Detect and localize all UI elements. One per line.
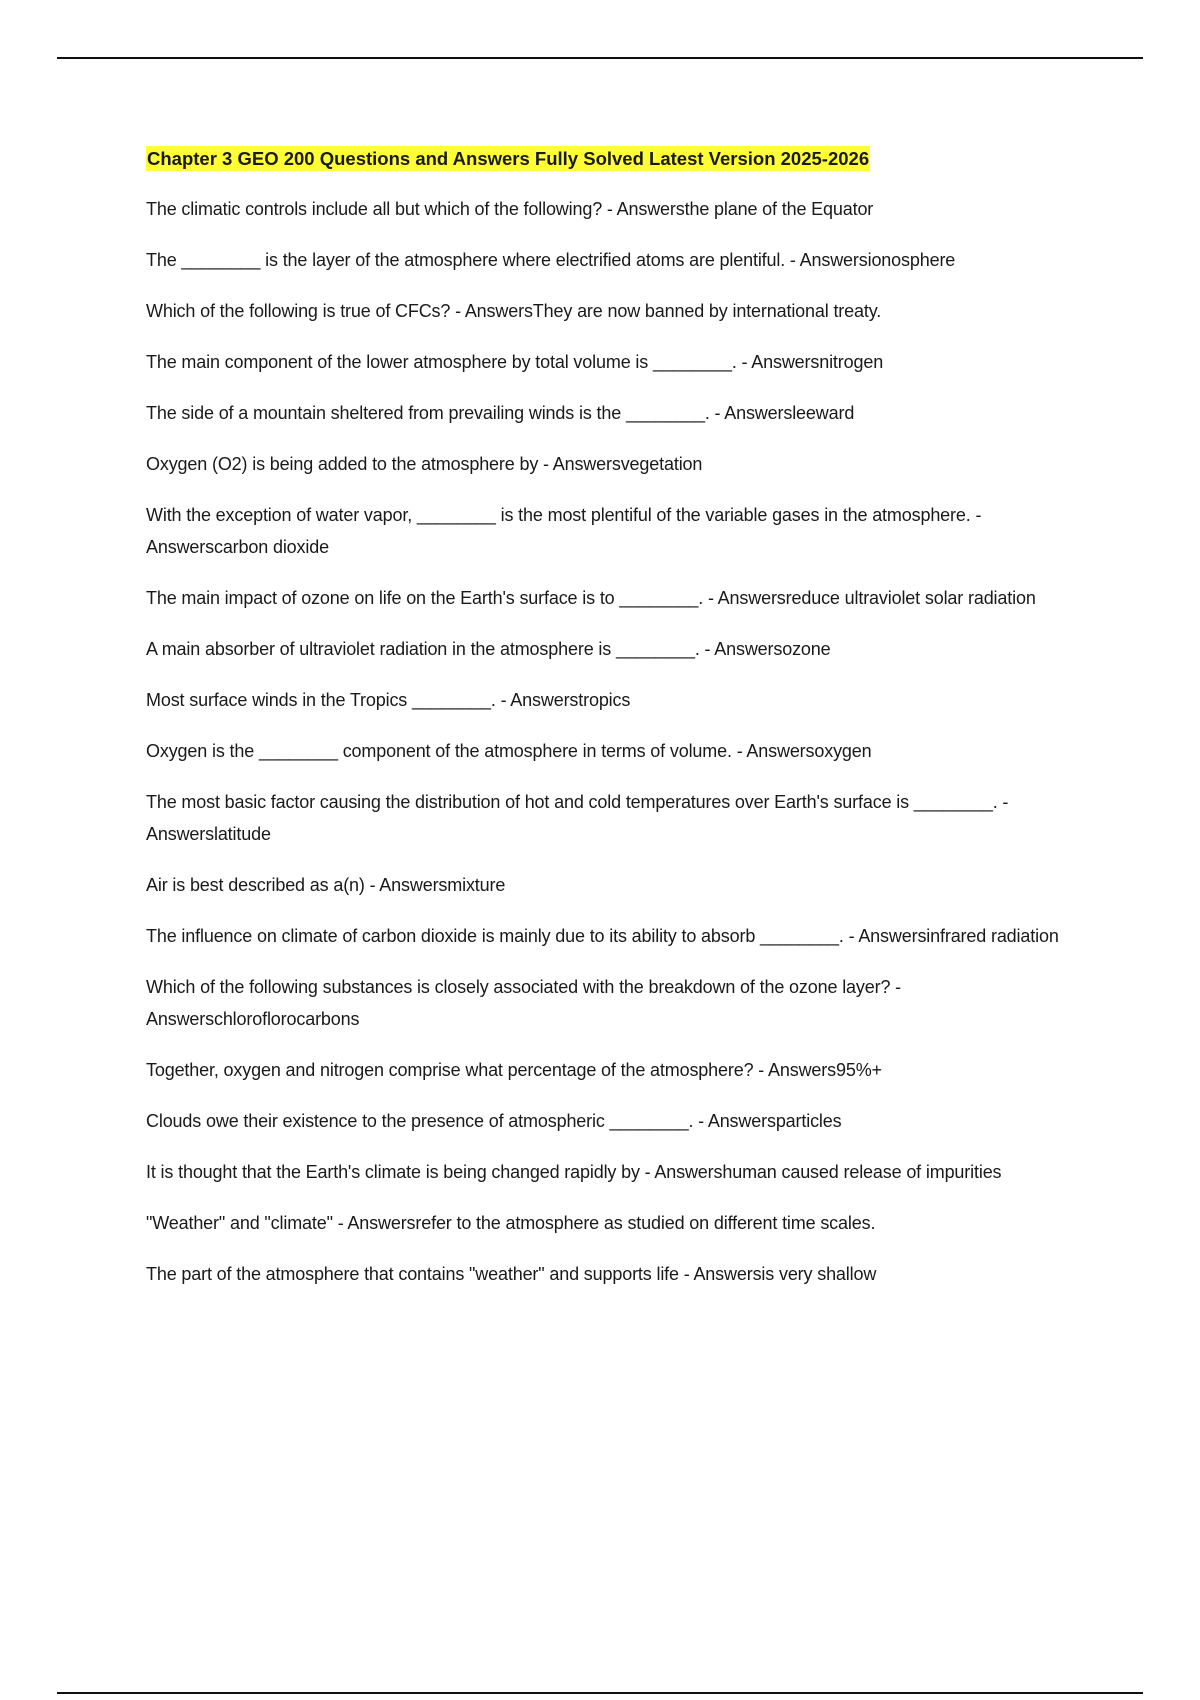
footer-rule [57, 1692, 1143, 1694]
qa-item: The ________ is the layer of the atmosphere where electrified atoms are plentiful. - Answersionosphere [146, 250, 956, 270]
qa-item: Oxygen (O2) is being added to the atmosphere by - Answersvegetation [146, 454, 703, 474]
qa-item: The part of the atmosphere that contains "weather" and supports life - Answersis very shallow [146, 1264, 877, 1284]
qa-item: Clouds owe their existence to the presence of atmospheric ________. - Answersparticles [146, 1111, 842, 1131]
qa-item: The main impact of ozone on life on the Earth's surface is to ________. - Answersreduce ultraviolet solar radiation [146, 588, 1036, 608]
qa-item: The influence on climate of carbon dioxide is mainly due to its ability to absorb ________. - Answersinfrared radiation [146, 926, 1059, 946]
qa-item: A main absorber of ultraviolet radiation in the atmosphere is ________. - Answersozone [146, 639, 831, 659]
qa-item: The side of a mountain sheltered from prevailing winds is the ________. - Answersleeward [146, 403, 855, 423]
header-rule [57, 57, 1143, 59]
document-body [146, 146, 1096, 1309]
qa-item: Which of the following substances is closely associated with the breakdown of the ozone layer? - Answerschloroflorocarbons [146, 977, 902, 1029]
qa-item: The main component of the lower atmosphere by total volume is ________. - Answersnitrogen [146, 352, 884, 372]
qa-item: It is thought that the Earth's climate is being changed rapidly by - Answershuman caused release of impurities [146, 1162, 1002, 1182]
qa-item: The most basic factor causing the distribution of hot and cold temperatures over Earth's surface is ________. - Answerslatitude [146, 792, 1009, 844]
qa-item: With the exception of water vapor, ________ is the most plentiful of the variable gases in the atmosphere. - Answerscarbon dioxide [146, 505, 982, 557]
title-container [146, 146, 1096, 172]
qa-item: Most surface winds in the Tropics ________. - Answerstropics [146, 690, 631, 710]
qa-item: "Weather" and "climate" - Answersrefer to the atmosphere as studied on different time scales. [146, 1213, 876, 1233]
qa-item: Air is best described as a(n) - Answersmixture [146, 875, 506, 895]
document-title: Chapter 3 GEO 200 Questions and Answers Fully Solved Latest Version 2025-2026 [147, 148, 870, 169]
qa-list [146, 193, 1096, 1290]
qa-item: The climatic controls include all but which of the following? - Answersthe plane of the Equator [146, 199, 874, 219]
qa-item: Together, oxygen and nitrogen comprise what percentage of the atmosphere? - Answers95%+ [146, 1060, 882, 1080]
qa-item: Oxygen is the ________ component of the atmosphere in terms of volume. - Answersoxygen [146, 741, 872, 761]
qa-item: Which of the following is true of CFCs? - AnswersThey are now banned by international treaty. [146, 301, 882, 321]
